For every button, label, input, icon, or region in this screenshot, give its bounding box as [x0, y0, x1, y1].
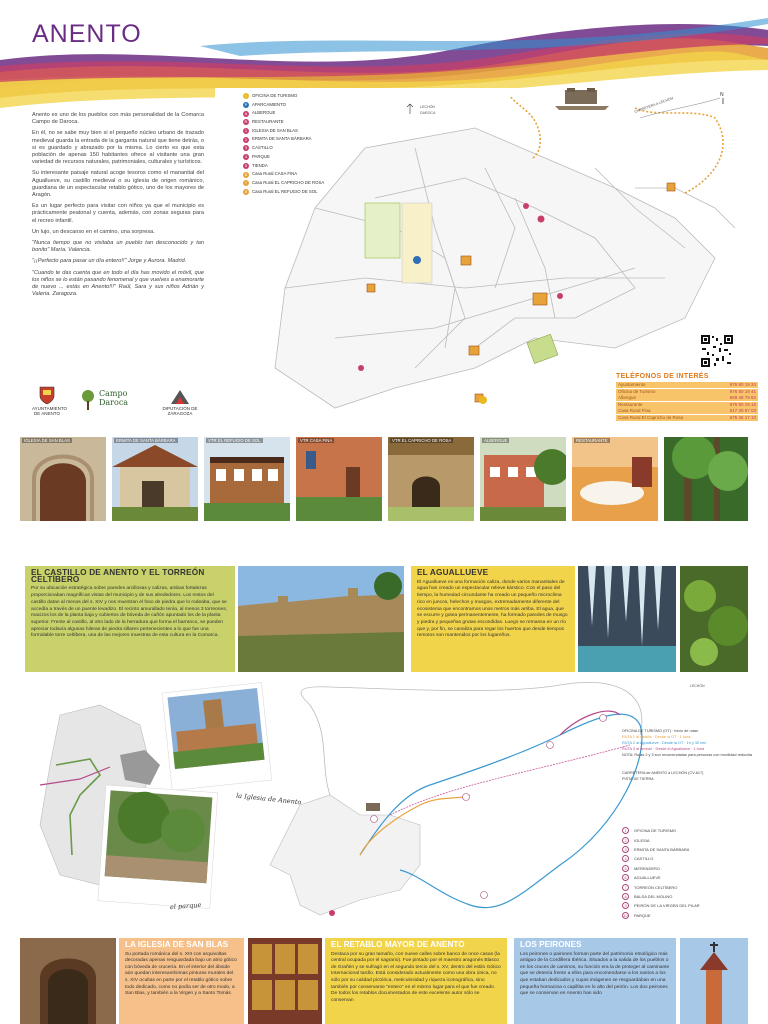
phone-name: Casa Rural Fina — [618, 408, 651, 414]
poi-label: TORREÓN CELTÍBERO — [634, 884, 678, 890]
photo-aguallueve-2 — [680, 566, 748, 672]
photo-caption: VTR EL CAPRICHO DE ROSA — [392, 438, 452, 443]
poi-label: CASTILLO — [634, 856, 654, 862]
legend-item — [243, 118, 363, 127]
phone-name: Oficina de Turismo — [618, 388, 656, 394]
testimonial: "Cuando te das cuenta que en todo el día has movido el móvil, que los niños se lo están pasando fenomenal y que vuelves a enamorarte de nuevo ... estás en Anento!!!" Raúl, Sara y sus niños Adrián y Valeria. Zaragoza. — [32, 269, 204, 298]
poi-label: MERENDERO — [634, 865, 661, 871]
poi-item — [622, 826, 762, 835]
poi-number: 10 — [623, 913, 628, 918]
poi-label: ERMITA DE SANTA BÁRBARA — [634, 846, 690, 852]
legend-marker-icon: 7 — [244, 180, 248, 186]
page-title: ANENTO — [32, 20, 142, 48]
legend-marker-icon: P — [244, 102, 248, 108]
retablo-title: EL RETABLO MAYOR DE ANENTO — [331, 940, 465, 949]
poi-number: 5 — [622, 865, 629, 872]
intro-paragraph: Es un lugar perfecto para visitar con niños ya que el municipio es prácticamente peatonal y cuenta, además, con zonas seguras para el recreo infantil. — [32, 203, 204, 224]
points-of-interest-list — [622, 826, 762, 920]
photo-caption: VTR CASA FINA — [300, 438, 333, 443]
phone-numbers-title: TELÉFONOS DE INTERÉS — [616, 373, 709, 380]
testimonial: "Nunca tiempo que no visitaba un pueblo tan desconocido y tan bonito" María. Valencia. — [32, 240, 204, 254]
coat-of-arms-icon — [39, 385, 55, 405]
ayuntamiento-label: AYUNTAMIENTO DE ANENTO — [32, 406, 68, 416]
campo-daroca-logo — [80, 389, 140, 411]
qr-code[interactable] — [700, 334, 734, 368]
legend-label: Casa Rural EL REFUGIO DE SOL — [252, 188, 318, 194]
photo-ermita — [112, 437, 198, 521]
legend-marker-icon: 3 — [244, 145, 248, 151]
poi-item — [622, 845, 762, 854]
phone-row[interactable] — [616, 402, 758, 408]
phone-number[interactable]: 976 80 19 15 — [729, 401, 756, 407]
legend-item — [243, 179, 363, 188]
phone-row[interactable] — [616, 389, 758, 395]
poi-label: PARQUE — [634, 912, 651, 918]
legend-marker-icon: 8 — [244, 188, 248, 194]
photo-caption: IGLESIA DE SAN BLAS — [24, 438, 70, 443]
road-label-lechon: LECHÓN — [420, 105, 435, 109]
phone-number[interactable]: 669 48 79 83 — [729, 395, 756, 401]
phone-row[interactable] — [616, 408, 758, 414]
peirones-text: Los peirones o pairones forman parte del patrimonio etnológico más antiguo de la Cordillera Ibérica. Situados a la salida de los pueblos o en los cruces de caminos, su función era la de proteger al caminante que se detenía frente a ellos para encomendarse a los santos a los que estaban dedicados y cuyas imágenes se resguardaban en una pequeña hornacina o capillita en lo alto del peirón. Los dos peirones que se conservan en Anento han sido — [520, 951, 670, 997]
phone-number[interactable]: 675 36 17 10 — [729, 414, 756, 420]
routes-legend — [622, 728, 762, 782]
poi-number: 3 — [622, 846, 629, 853]
polaroid-iglesia — [162, 683, 272, 791]
legend-label: Casa Rural EL CAPRICHO DE ROSA — [252, 179, 325, 185]
legend-item — [243, 127, 363, 136]
testimonial: "¡¡Perfecto para pasar un día entero!!" Jorge y Aurora. Madrid. — [32, 258, 187, 265]
castillo-box — [25, 566, 235, 672]
parking-marker — [413, 256, 421, 264]
poi-number: 7 — [622, 884, 629, 891]
photo-refugio — [204, 437, 290, 521]
photo-aguallueve-1 — [578, 566, 676, 672]
phone-name: Restaurante — [618, 401, 643, 407]
legend-item — [243, 162, 363, 171]
aguallueve-title: EL AGUALLUEVE — [417, 568, 489, 577]
poi-number: 6 — [622, 874, 629, 881]
intro-paragraph: Su interesante paisaje natural acoge tesoros como el manantial del Aguallueve, su castillo medieval o su iglesia de origen románico, guardiana de un espectacular retablo gótico, uno de los mayores de Aragón. — [32, 170, 204, 199]
intro-paragraph: Un lujo, un descanso en el camino, una sorpresa. — [32, 228, 155, 235]
phone-name: Albergue — [618, 395, 637, 401]
intro-paragraph: En él, no se sabe muy bien si el pequeño núcleo urbano de trazado medieval guarda la entrada de la garganta natural que tiene detrás, o si es guardado y abrazado por la misma. Lo cierto es que esta población de apenas 150 habitantes ofrece al visitante una gran variedad de recursos naturales, patrimoniales, culturales y turísticos. — [32, 130, 204, 166]
legend-item — [243, 92, 363, 101]
photo-restaurante — [572, 437, 658, 521]
photo-caption: ALBERGUE — [484, 438, 508, 443]
poi-number: 9 — [622, 902, 629, 909]
peirones-box — [514, 938, 676, 1024]
phone-number[interactable]: 976 80 19 41 — [729, 388, 756, 394]
daroca-label: Daroca — [99, 398, 129, 407]
poi-item — [622, 901, 762, 910]
handwritten-parque: el parque — [169, 900, 202, 912]
road-label-carretera: CARRETERA A LECHÓN — [633, 96, 674, 114]
photo-bosque — [664, 437, 748, 521]
poi-item — [622, 854, 762, 863]
legend-ruta3: RUTA 3 al torreón · Desde el Aguallueve · 1 hora — [622, 747, 705, 751]
legend-label: APARCAMIENTO — [252, 101, 286, 107]
photo-albergue — [480, 437, 566, 521]
legend-ruta1: RUTA 1 al castillo · Desde la OT · 1 hora — [622, 735, 691, 739]
photo-peiron — [680, 938, 748, 1024]
info-band — [0, 560, 768, 672]
north-arrow: N — [720, 92, 724, 98]
poi-number: 4 — [622, 855, 629, 862]
phone-number[interactable]: 617 30 97 03 — [729, 408, 756, 414]
road-label-daroca: DAROCA — [420, 111, 436, 115]
handwritten-iglesia: la Iglesia de Anento — [235, 791, 302, 807]
photo-caption: VTR EL REFUGIO DE SOL — [208, 438, 261, 443]
legend-label: OFICINA DE TURISMO — [252, 93, 298, 98]
legend-marker-icon: 6 — [244, 171, 248, 177]
poi-label: OFICINA DE TURISMO — [634, 828, 677, 834]
tourism-office-marker — [479, 396, 487, 404]
phone-name: Ayuntamiento — [618, 382, 646, 387]
photo-caption: ERMITA DE SANTA BÁRBARA — [116, 438, 176, 443]
phone-row[interactable] — [616, 415, 758, 421]
polaroid-parque — [98, 785, 218, 912]
poi-label: BALSA DEL MOLINO — [634, 893, 673, 899]
peirones-title: LOS PEIRONES — [520, 940, 582, 949]
legend-marker-icon: A — [244, 110, 248, 116]
legend-label: IGLESIA DE SAN BLAS — [252, 127, 298, 133]
retablo-box — [325, 938, 507, 1024]
photo-retablo — [248, 938, 322, 1024]
phone-number[interactable]: 976 80 19 34 — [729, 382, 756, 387]
legend-nota: NOTA: Rutas 2 y 3 son recomendadas para personas con movilidad reducida — [622, 753, 753, 757]
phone-row[interactable] — [616, 395, 758, 401]
phone-numbers — [616, 373, 758, 422]
legend-marker-icon: 5 — [244, 162, 248, 168]
poi-label: PEIRÓN DE LA VIRGEN DEL PILAR — [634, 903, 700, 909]
legend-item — [243, 101, 363, 110]
tree-icon — [80, 389, 96, 411]
photo-caption: RESTAURANTE — [576, 438, 608, 443]
legend-label: CASTILLO — [252, 145, 273, 151]
legend-ruta2: RUTA 2 al Aguallueve · Desde la OT · 1h y 30 min — [622, 741, 707, 745]
iglesia-text: Su portada románica del s. XIII con arquivoltas decoradas apenas resguardada bajo un atrio gótico con bóveda de crucería. En el interior del ábside aún quedan interesantísimas pinturas murales del s. XIV ocultas en parte por el retablo gótico sobre todo dedicado, como no podía ser de otro modo, a San Blas, y también a la Virgen y a Santo Tomás — [125, 951, 237, 997]
dpz-logo — [150, 389, 210, 416]
legend-label: Casa Rural CASA FINA — [252, 171, 298, 177]
legend-item — [243, 153, 363, 162]
legend-marker-icon: i — [243, 93, 249, 99]
poi-item — [622, 892, 762, 901]
poi-item — [622, 864, 762, 873]
legend-label: PARQUE — [252, 153, 270, 159]
legend-marker-icon: R — [244, 119, 248, 125]
legend-pista: PISTA DE TIERRA — [622, 777, 654, 781]
iglesia-box — [119, 938, 244, 1024]
road-label-lechon-2: LECHÓN — [690, 684, 705, 688]
photo-casa-fina — [296, 437, 382, 521]
legend-oficina: OFICINA DE TURISMO (OT) · Inicio de rutas — [622, 729, 698, 733]
legend-label: TIENDA — [252, 162, 268, 168]
poi-number: 1 — [622, 827, 629, 834]
poi-item — [622, 873, 762, 882]
campo-label: Campo — [99, 389, 128, 398]
phone-name: Casa Rural El Capricho de Rosa — [618, 414, 684, 420]
castillo-text: Por su ubicación estratégica sobre paredes arcillosas y calizas, ambas fortalezas proporcionaban magníficas vistas del municipio y de sus alrededores. Los restos del castillo datan al menos del s. XIV y nos muestran el foso de piedra que lo rodeaba, que se accedía a través de un puente levadizo. El recinto amurallado tenía, al menos 3 torreones, macizos los de la planta baja y cubiertos de bóveda de cañón apuntado los de la planta superior. Frente al castillo, al otro lado de la herradura que forma el barranco, se pueden apreciar todavía algunas hileras de piedra sillares pertenecientes a lo que fue una formidable torre celtíbera, una de las mejores muestras de esta cultura en la Comarca. — [31, 586, 228, 639]
legend-item — [243, 109, 363, 118]
legend-item — [243, 170, 363, 179]
intro-text — [32, 112, 204, 302]
poi-number: 8 — [622, 893, 629, 900]
photo-strip — [20, 437, 748, 521]
poi-label: IGLESIA — [634, 837, 650, 843]
poi-label: AGUALLUEVE — [634, 875, 661, 881]
photo-iglesia — [20, 437, 106, 521]
castle-drawing — [555, 88, 609, 110]
poi-item — [622, 911, 762, 920]
legend-marker-icon: 4 — [244, 154, 248, 160]
phone-row[interactable] — [616, 382, 758, 388]
photo-iglesia-portada — [20, 938, 116, 1024]
iglesia-title: LA IGLESIA DE SAN BLAS — [125, 940, 229, 949]
retablo-text: Destaca por su gran tamaño, con nueve calles sobre banco de once casas (la central ocupada por el sagrario). Fue pintado por el maestro aragonés Blasco de Grañén y se sufragó en el segundo tercio del s. XV, dentro del estilo Gótico Internacional tardío. Está considerado actualmente como una obra única, no sólo por su calidad pictórica, meticulosidad y riqueza iconográfica, sino también por conservarse "entero" en el mismo lugar para el que fue creado. De todos los retablos documentados de este excelente autor sólo se conservan — [331, 951, 501, 1003]
legend-marker-icon: 1 — [244, 128, 248, 134]
aguallueve-text: El Aguallueve es una formación caliza, donde varios manantiales de agua han creado un espectacular relieve kárstico. Con el paso del tiempo, la humedad circundante ha creado un pequeño microclima rico en juncos, helechos y musgos, extremadamente diferente del ecosistema que encontramos unos metros más arriba. El agua, que se escurre y gotea permanentemente, ha formado paredes de musgo y piedra y pequeñas grutas escondidas. Luego se remansa en un río que y, por fin, se canaliza para regar los huertos que desde tiempos remotos son mantenidos por los lugareños. — [417, 579, 568, 639]
dpz-label: DIPUTACIÓN DE ZARAGOZA — [162, 406, 198, 416]
legend-item — [243, 135, 363, 144]
poi-number: 2 — [622, 837, 629, 844]
legend-carretera: CARRETERA de ANENTO a LECHÓN (CV-617) — [622, 771, 704, 775]
map-legend — [243, 92, 363, 196]
legend-label: ALBERGUE — [252, 110, 276, 116]
aguallueve-box — [411, 566, 575, 672]
legend-marker-icon: 2 — [244, 136, 248, 142]
photo-capricho — [388, 437, 474, 521]
intro-paragraph: Anento es uno de los pueblos con más personalidad de la Comarca Campo de Daroca. — [32, 112, 204, 126]
legend-item — [243, 144, 363, 153]
photo-castillo — [238, 566, 404, 672]
legend-item — [243, 188, 363, 197]
ayuntamiento-logo — [32, 385, 68, 416]
sponsor-logos — [32, 385, 212, 425]
legend-label: ERMITA DE SANTA BÁRBARA — [252, 136, 312, 142]
legend-label: RESTAURANTE — [252, 119, 284, 125]
dpz-triangle-icon — [169, 389, 191, 405]
poi-item — [622, 835, 762, 844]
poi-item — [622, 882, 762, 891]
castillo-title: EL CASTILLO DE ANENTO Y EL TORREÓN CELTÍBERO — [31, 568, 205, 584]
